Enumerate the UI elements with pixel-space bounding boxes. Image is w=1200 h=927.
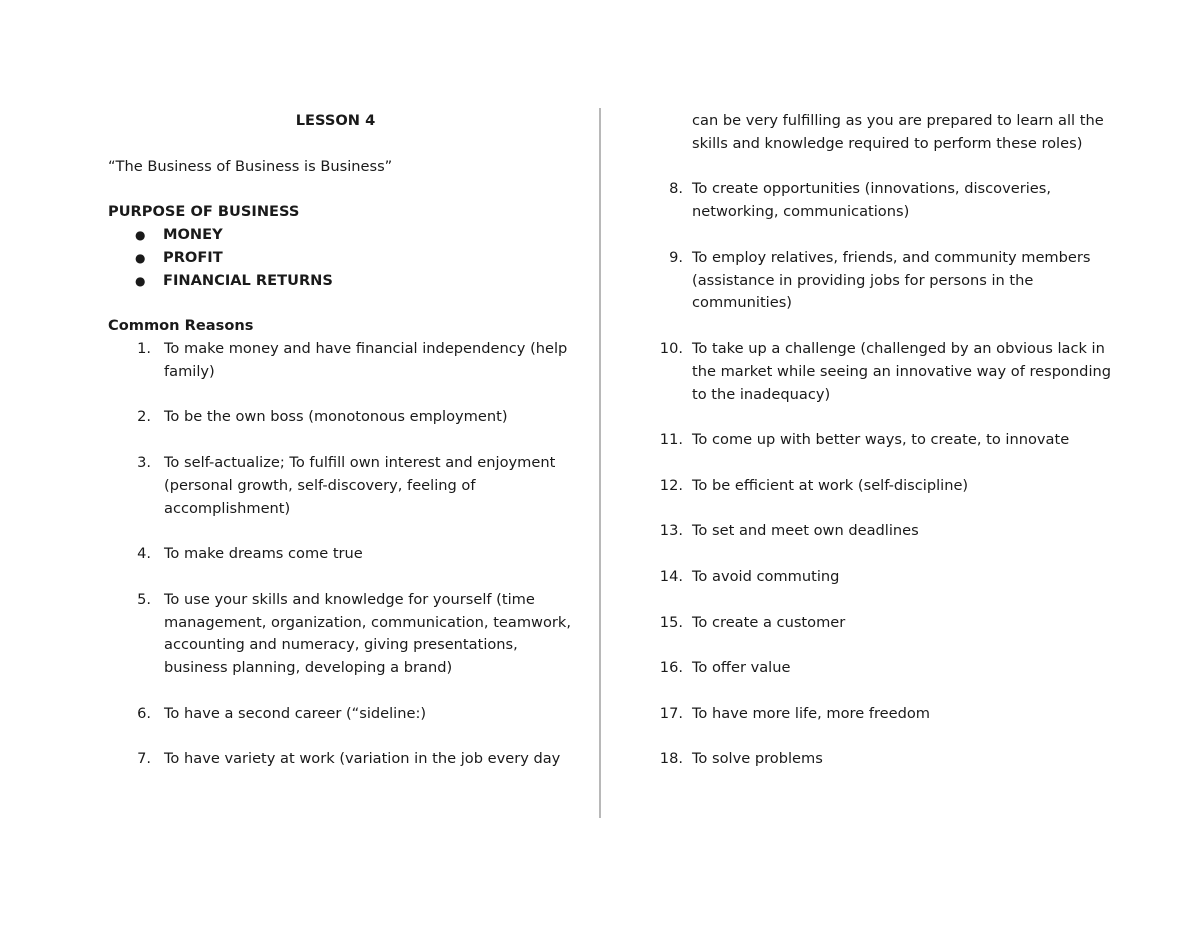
bullet-icon: ● bbox=[135, 227, 146, 242]
list-item: 11. To come up with better ways, to create, to innovate bbox=[659, 431, 1070, 449]
purpose-heading: PURPOSE OF BUSINESS bbox=[108, 203, 300, 221]
list-item: 10. To take up a challenge (challenged by an obvious lack in the market while seeing an innovative way of responding to the inadequacy) bbox=[659, 339, 1112, 403]
list-item: 5. To use your skills and knowledge for yourself (time management, organization, communication, teamwork, accounting and numeracy, giving presentations, business planning, developing a brand) bbox=[137, 590, 572, 677]
reasons-list-left bbox=[108, 338, 578, 771]
column-divider bbox=[599, 108, 601, 818]
list-item: 3. To self-actualize; To fulfill own interest and enjoyment (personal growth, self-discovery, feeling of accomplishment) bbox=[137, 453, 556, 517]
list-item: 2. To be the own boss (monotonous employment) bbox=[137, 408, 508, 426]
left-column bbox=[108, 110, 578, 794]
continuation-text: can be very fulfilling as you are prepared to learn all the skills and knowledge required to perform these roles) bbox=[692, 112, 1104, 152]
list-item: 15. To create a customer bbox=[659, 613, 846, 631]
purpose-item: ● MONEY bbox=[108, 224, 578, 247]
purpose-item: ● FINANCIAL RETURNS bbox=[108, 270, 578, 293]
list-item: 1. To make money and have financial independency (help family) bbox=[137, 339, 568, 380]
list-item: 17. To have more life, more freedom bbox=[659, 704, 931, 722]
purpose-item: ● PROFIT bbox=[108, 247, 578, 270]
reasons-list-right bbox=[659, 178, 1112, 771]
right-column bbox=[659, 110, 1112, 794]
list-item: 18. To solve problems bbox=[659, 750, 823, 768]
lesson-title: LESSON 4 bbox=[295, 112, 376, 129]
list-item: 4. To make dreams come true bbox=[137, 545, 363, 563]
list-item: 13. To set and meet own deadlines bbox=[659, 522, 919, 540]
lesson-quote: “The Business of Business is Business” bbox=[108, 157, 393, 175]
list-item: 8. To create opportunities (innovations, discoveries, networking, communications) bbox=[669, 180, 1051, 221]
bullet-icon: ● bbox=[135, 273, 146, 288]
bullet-icon: ● bbox=[135, 250, 146, 265]
list-item: 16. To offer value bbox=[659, 659, 791, 677]
list-item: 9. To employ relatives, friends, and community members (assistance in providing jobs for persons in the communities) bbox=[669, 248, 1091, 312]
list-item: 6. To have a second career (“sideline:) bbox=[137, 704, 427, 722]
list-item: 7. To have variety at work (variation in the job every day bbox=[137, 750, 561, 768]
list-item: 12. To be efficient at work (self-discipline) bbox=[659, 476, 969, 494]
purpose-list bbox=[108, 224, 578, 292]
list-item: 14. To avoid commuting bbox=[659, 567, 840, 585]
reasons-heading: Common Reasons bbox=[108, 317, 254, 335]
